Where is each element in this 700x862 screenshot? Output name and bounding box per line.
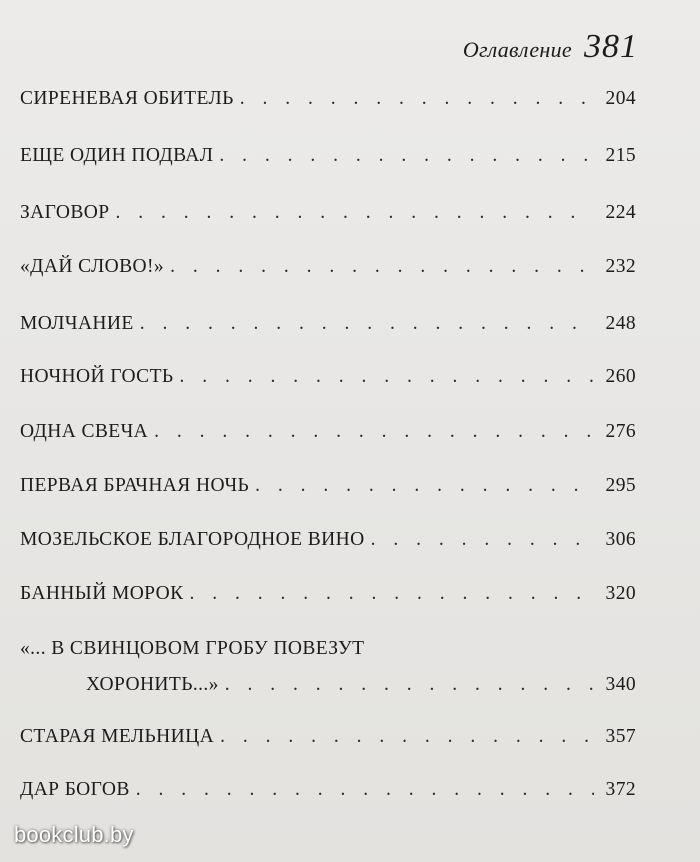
toc-entry-title: ЗАГОВОР — [20, 202, 110, 223]
toc-leader-dots — [240, 88, 594, 110]
site-watermark: bookclub.by — [14, 822, 134, 847]
running-header — [463, 28, 638, 66]
toc-entry — [20, 256, 636, 278]
toc-leader-dots — [115, 202, 594, 224]
toc-leader-dots — [225, 674, 594, 696]
toc-entry — [20, 145, 636, 167]
toc-entry-title: МОЗЕЛЬСКОЕ БЛАГОРОДНОЕ ВИНО — [20, 529, 365, 550]
toc-entry-title: ПЕРВАЯ БРАЧНАЯ НОЧЬ — [20, 475, 250, 496]
toc-entry — [20, 779, 636, 801]
toc-entry-page: 248 — [605, 313, 636, 334]
toc-entry-title: СТАРАЯ МЕЛЬНИЦА — [20, 726, 215, 747]
toc-entry-page: 306 — [605, 529, 636, 550]
toc-entry-title: СИРЕНЕВАЯ ОБИТЕЛЬ — [20, 88, 234, 109]
toc-entry-page: 357 — [605, 726, 636, 747]
toc-leader-dots — [154, 421, 594, 443]
toc-leader-dots — [190, 583, 594, 605]
toc-entry — [20, 202, 636, 224]
toc-leader-dots — [170, 256, 594, 278]
toc-entry — [20, 313, 636, 335]
toc-leader-dots — [136, 779, 594, 801]
toc-leader-dots — [255, 475, 594, 497]
toc-entry-title: НОЧНОЙ ГОСТЬ — [20, 366, 174, 387]
toc-entry-title: «ДАЙ СЛОВО!» — [20, 256, 165, 277]
toc-leader-dots — [180, 366, 595, 388]
header-page-number: 381 — [584, 28, 638, 65]
toc-entry-page: 276 — [605, 421, 636, 442]
toc-entry — [20, 421, 636, 443]
toc-entry — [20, 88, 636, 110]
toc-entry-page: 204 — [605, 88, 636, 109]
toc-entry-page: 260 — [605, 366, 636, 387]
toc-entry-page: 320 — [605, 583, 636, 604]
toc-entry-page: 215 — [605, 145, 636, 166]
toc-entry — [20, 475, 636, 497]
toc-leader-dots — [140, 313, 594, 335]
toc-entry-title: ДАР БОГОВ — [20, 779, 130, 800]
toc-entry — [20, 529, 636, 551]
toc-entry-page: 224 — [605, 202, 636, 223]
toc-entry-title: МОЛЧАНИЕ — [20, 313, 134, 334]
toc-entry-title: ЕЩЕ ОДИН ПОДВАЛ — [20, 145, 214, 166]
toc-entry-title: БАННЫЙ МОРОК — [20, 583, 184, 604]
toc-entry — [20, 583, 636, 605]
toc-entry-page: 232 — [605, 256, 636, 277]
toc-entry — [20, 366, 636, 388]
toc-entry-page: 295 — [605, 475, 636, 496]
toc-leader-dots — [220, 726, 594, 748]
toc-entry-page: 372 — [605, 779, 636, 800]
header-title: Оглавление — [462, 37, 572, 62]
toc-entry-page: 340 — [605, 674, 636, 695]
toc-leader-dots — [371, 529, 594, 551]
toc-entry-title-line2: ХОРОНИТЬ...» — [86, 674, 219, 695]
toc-entry-title-line1: «... В СВИНЦОВОМ ГРОБУ ПОВЕЗУТ — [20, 638, 365, 659]
toc-entry-title: ОДНА СВЕЧА — [20, 421, 149, 442]
toc-leader-dots — [219, 145, 594, 167]
toc-entry — [20, 726, 636, 748]
toc-entry-multiline — [20, 638, 636, 696]
